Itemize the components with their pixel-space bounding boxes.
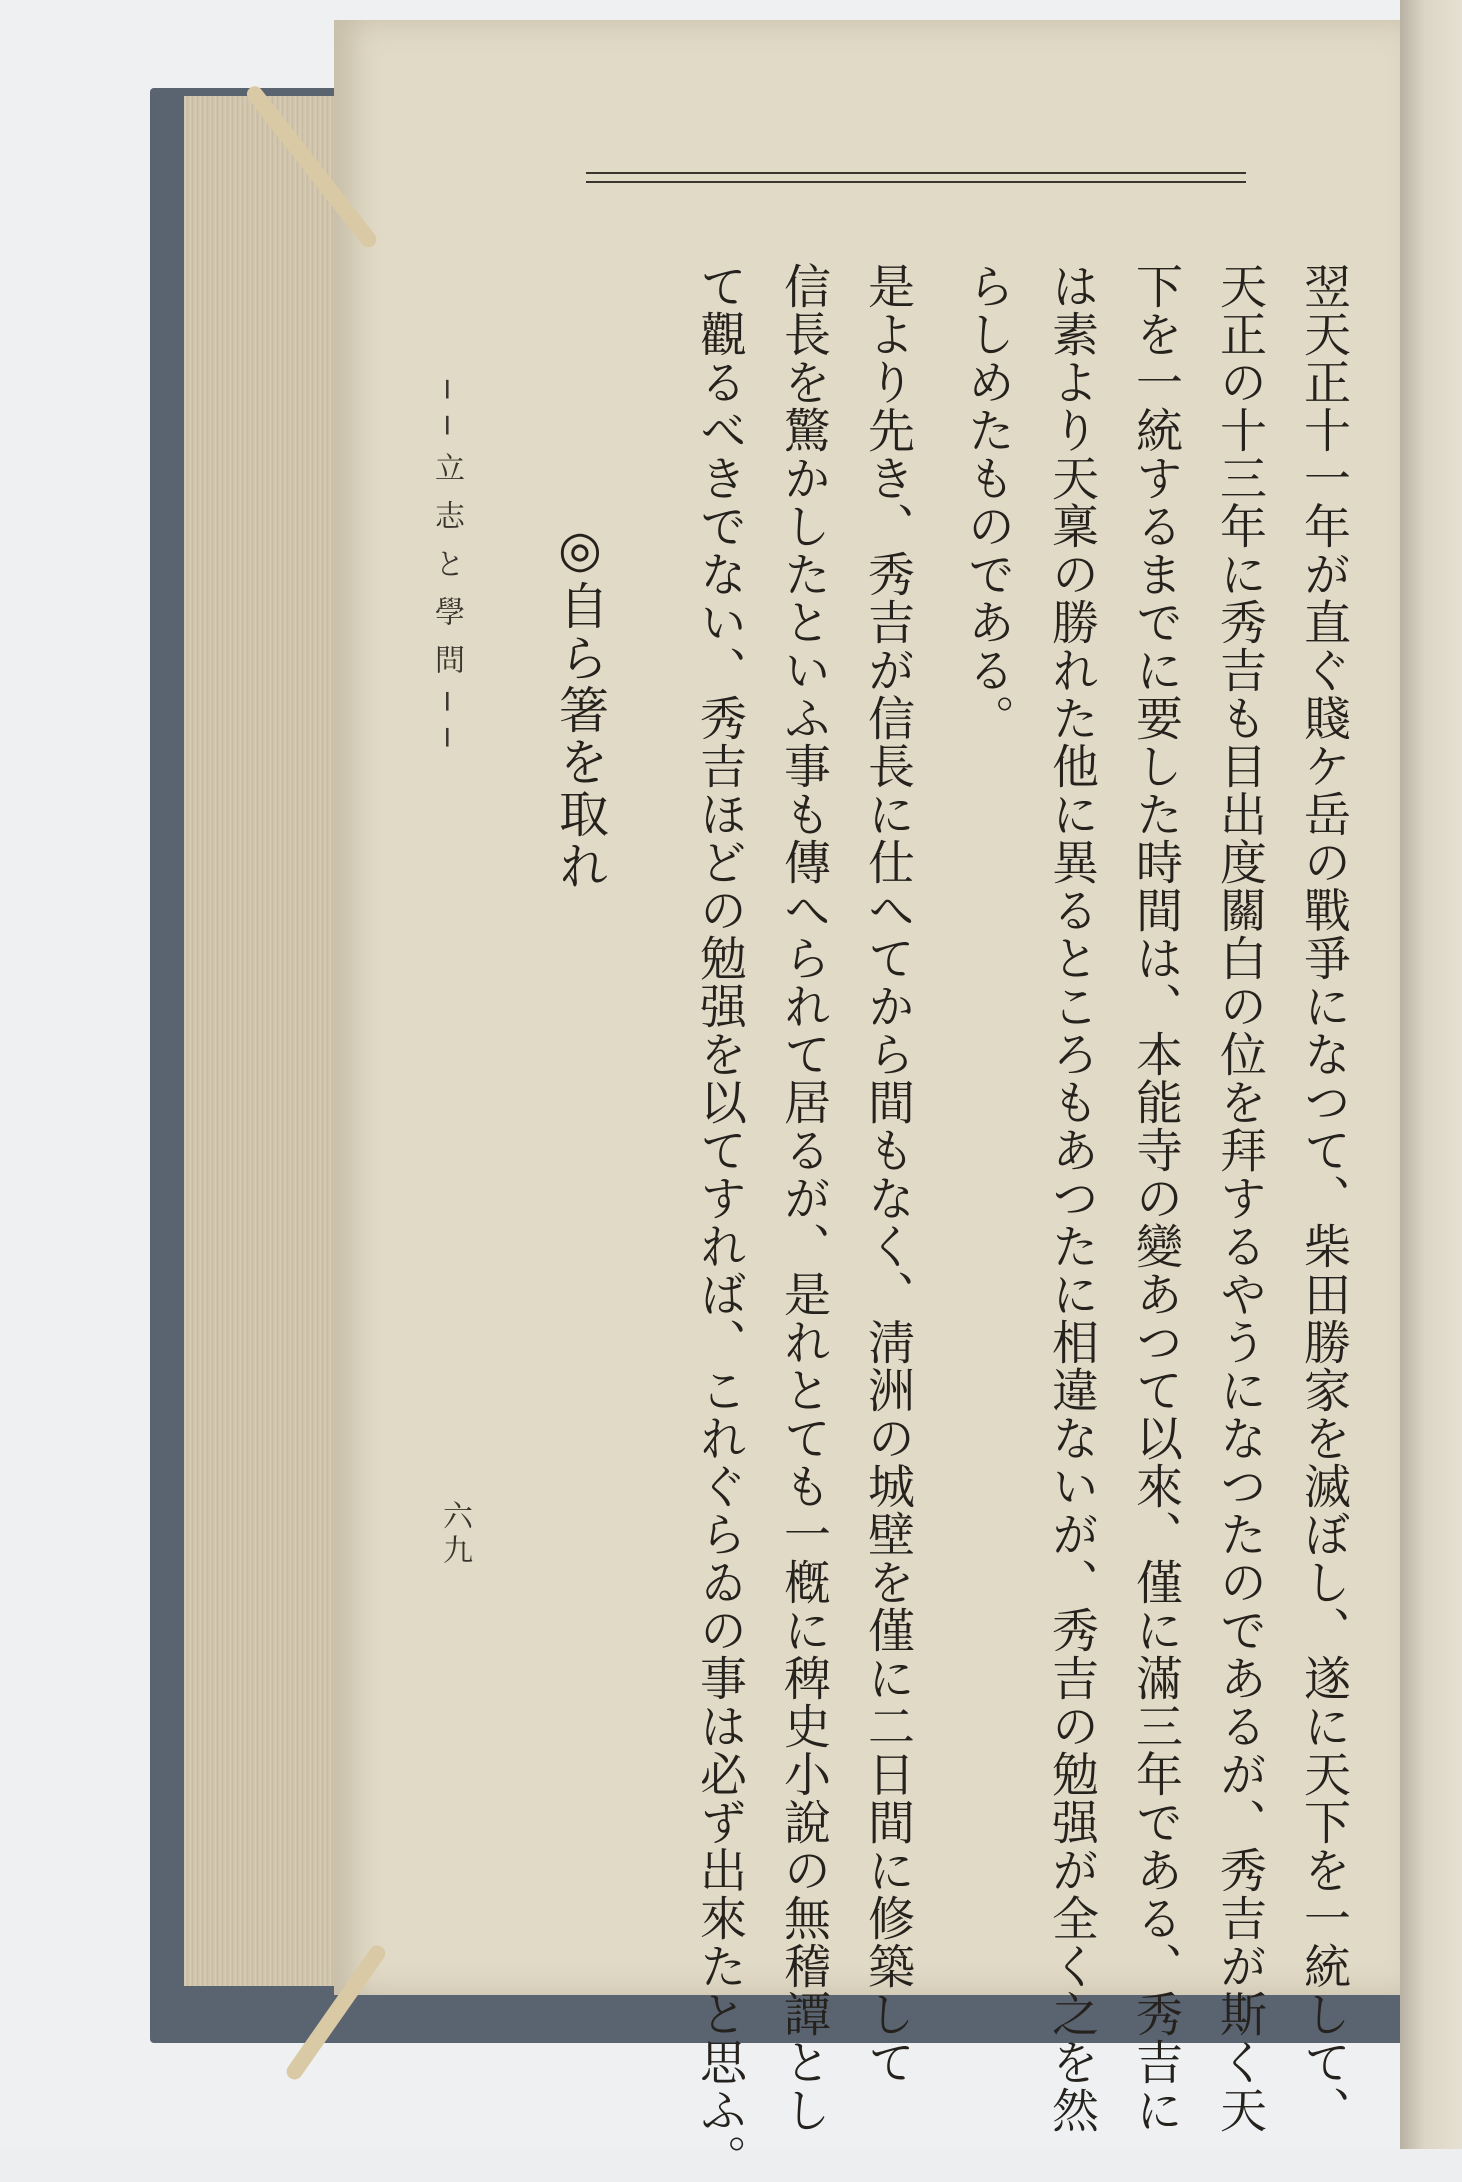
running-title: ──立志と學問── [429, 380, 464, 765]
section-heading: ◎自ら箸を取れ [551, 520, 609, 892]
page-number: 六九 [437, 1500, 472, 1568]
text-line: 翌天正十一年が直ぐ賤ケ岳の戰爭になつて、柴田勝家を滅ぼし、遂に天下を一統して、 [1296, 262, 1351, 2134]
text-line: 信長を驚かしたといふ事も傳へられて居るが、是れとても一槪に稗史小說の無稽譚とし [776, 262, 831, 2134]
text-line: て觀るべきでない、秀吉ほどの勉强を以てすれば、これぐらゐの事は必ず出來たと思ふ。 [692, 262, 747, 2182]
text-line: らしめたものである。 [960, 262, 1015, 742]
facing-page-edge [1400, 0, 1462, 2149]
text-line: 下を一統するまでに要した時間は、本能寺の變あつて以來、僅に滿三年である、秀吉に [1128, 262, 1183, 2134]
text-line: は素より天稟の勝れた他に異るところもあつたに相違ないが、秀吉の勉强が全く之を然 [1044, 262, 1099, 2134]
header-rule [586, 172, 1246, 183]
text-line: 是より先き、秀吉が信長に仕へてから間もなく、淸洲の城壁を僅に二日間に修築して [860, 262, 915, 2086]
text-line: 天正の十三年に秀吉も目出度關白の位を拜するやうになつたのであるが、秀吉が斯く天 [1212, 262, 1267, 2134]
page-edges [184, 96, 334, 1986]
